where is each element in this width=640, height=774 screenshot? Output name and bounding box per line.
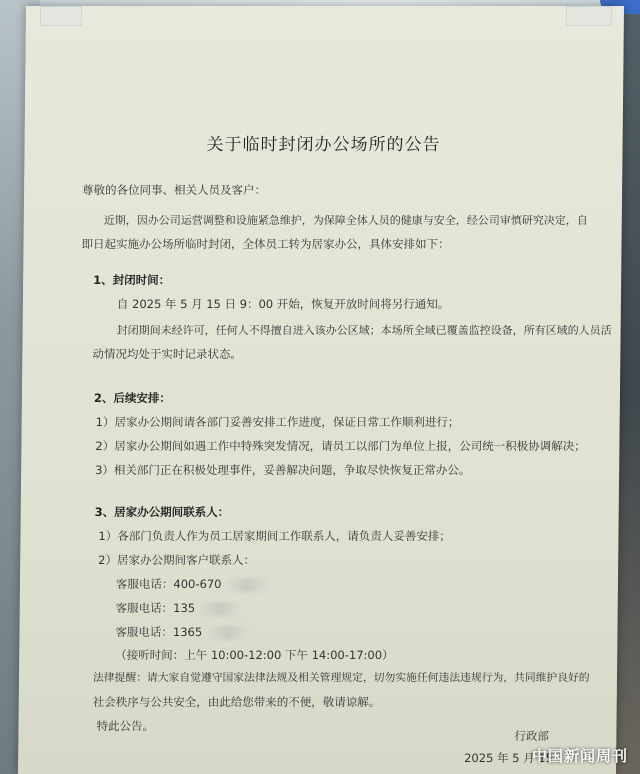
publisher-watermark: 中国新闻周刊 (531, 747, 628, 765)
contact-phone: 135 (173, 601, 196, 615)
contact-row (115, 624, 250, 640)
legal-reminder: 社会秩序与公共安全，由此给您带来的不便，敬请谅解。 (92, 695, 381, 709)
contact-label: 客服电话： (115, 601, 174, 615)
signature-date: 2025 年 5 月 15 (464, 751, 554, 765)
list-item: 1）居家办公期间请各部门妥善安排工作进度，保证日常工作顺利进行； (95, 415, 460, 429)
greeting: 尊敬的各位同事、相关人员及客户： (82, 183, 267, 197)
signature-department: 行政部 (514, 729, 549, 743)
contact-phone: 400-670 (173, 577, 222, 591)
section-heading: 1、封闭时间： (93, 273, 171, 287)
notice-paper (18, 6, 624, 774)
contact-phone: 1365 (172, 625, 203, 639)
intro-line: 即日起实施办公场所临时封闭，全体员工转为居家办公，具体安排如下： (81, 237, 450, 251)
list-item: 3）相关部门正在积极处理事件，妥善解决问题，争取尽快恢复正常办公。 (95, 463, 471, 477)
section-text: 动情况均处于实时记录状态。 (92, 347, 242, 361)
closing-line: 特此公告。 (96, 719, 155, 733)
contact-row (116, 576, 270, 592)
list-item: 2）居家办公期间客户联系人： (98, 553, 256, 567)
notice-title: 关于临时封闭办公场所的公告 (206, 135, 441, 155)
list-item: 2）居家办公期间如遇工作中特殊突发情况，请员工以部门为单位上报，公司统一积极协调解决； (95, 439, 586, 453)
list-item: 1）各部门负责人作为员工居家期间工作联系人，请负责人妥善安排； (98, 529, 451, 543)
redaction-blur (197, 602, 243, 616)
section-heading: 3、居家办公期间联系人： (94, 505, 230, 519)
section-text: 封闭期间未经许可，任何人不得擅自进入该办公区域；本场所全域已覆盖监控设备，所有区域的人员活 (116, 324, 612, 337)
contact-label: 客服电话： (115, 625, 174, 639)
section-heading: 2、后续安排： (93, 391, 172, 405)
intro-line: 近期，因办公司运营调整和设施紧急维护，为保障全体人员的健康与安全，经公司审慎研究决定，自 (103, 214, 588, 227)
contact-label: 客服电话： (115, 577, 174, 591)
answer-hours: （接听时间：上午 10:00-12:00 下午 14:00-17:00） (115, 648, 394, 662)
legal-reminder: 法律提醒：请大家自觉遵守国家法律法规及相关管理规定，切勿实施任何违法违规行为，共同维护良好的 (92, 671, 590, 684)
tape-strip (566, 6, 612, 26)
redaction-blur (204, 626, 250, 640)
tape-strip (40, 6, 82, 26)
contact-row (116, 600, 244, 616)
redaction-blur (223, 578, 269, 592)
section-text: 自 2025 年 5 月 15 日 9：00 开始，恢复开放时间将另行通知。 (116, 297, 450, 311)
